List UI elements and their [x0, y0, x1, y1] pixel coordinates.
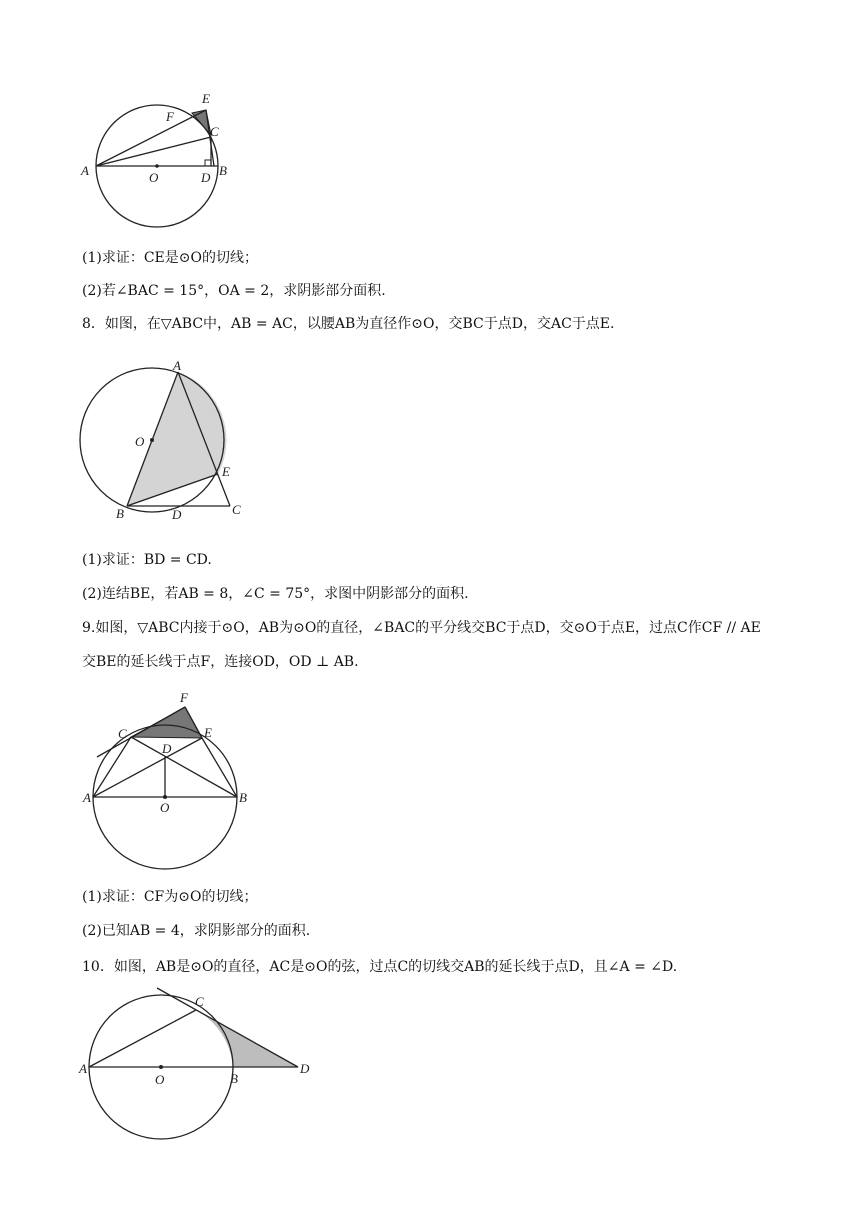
q7-part1: (1)求证：CE是⊙O的切线； — [82, 250, 258, 266]
label: A — [81, 163, 89, 178]
q9-part2: (2)已知AB = 4，求阴影部分的面积. — [82, 923, 311, 939]
label: O — [135, 434, 145, 449]
label: O — [155, 1072, 165, 1087]
label: A — [173, 358, 181, 373]
label: B — [116, 506, 124, 521]
q9-stem-line2: 交BE的延长线于点F，连接OD，OD ⊥ AB. — [82, 654, 359, 670]
q8-part1: (1)求证：BD = CD. — [82, 552, 212, 568]
label: E — [202, 91, 210, 106]
label: B — [230, 1071, 238, 1086]
q8-stem: 8．如图，在▽ABC中，AB = AC，以腰AB为直径作⊙O，交BC于点D，交AC于点E. — [82, 316, 615, 332]
label: C — [210, 124, 219, 139]
q10-stem: 10．如图，AB是⊙O的直径，AC是⊙O的弦，过点C的切线交AB的延长线于点D，且∠A = ∠D. — [82, 959, 678, 975]
label: C — [232, 502, 241, 517]
label: F — [180, 690, 188, 705]
label: B — [219, 163, 227, 178]
q9-stem-line1: 9.如图，▽ABC内接于⊙O，AB为⊙O的直径，∠BAC的平分线交BC于点D，交⊙O于点E，过点C作CF // AE — [82, 620, 761, 636]
label: A — [83, 790, 91, 805]
label: E — [204, 725, 212, 740]
label: C — [195, 994, 204, 1009]
label: O — [149, 170, 159, 185]
figure-q8 — [75, 355, 255, 525]
label: O — [160, 800, 170, 815]
q8-part2: (2)连结BE，若AB = 8，∠C = 75°，求图中阴影部分的面积. — [82, 586, 469, 602]
label: D — [300, 1061, 310, 1076]
figure-q9 — [80, 685, 260, 870]
label: D — [172, 507, 182, 522]
label: D — [162, 741, 172, 756]
label: F — [166, 109, 174, 124]
label: D — [201, 170, 211, 185]
label: B — [239, 790, 247, 805]
label: E — [222, 464, 230, 479]
q9-part1: (1)求证：CF为⊙O的切线； — [82, 889, 258, 905]
label: A — [79, 1061, 87, 1076]
figure-q10 — [75, 985, 325, 1145]
shaded-region — [131, 707, 202, 738]
label: C — [118, 726, 127, 741]
figure-q7 — [75, 88, 235, 238]
q7-part2: (2)若∠BAC = 15°，OA = 2，求阴影部分面积. — [82, 283, 386, 299]
